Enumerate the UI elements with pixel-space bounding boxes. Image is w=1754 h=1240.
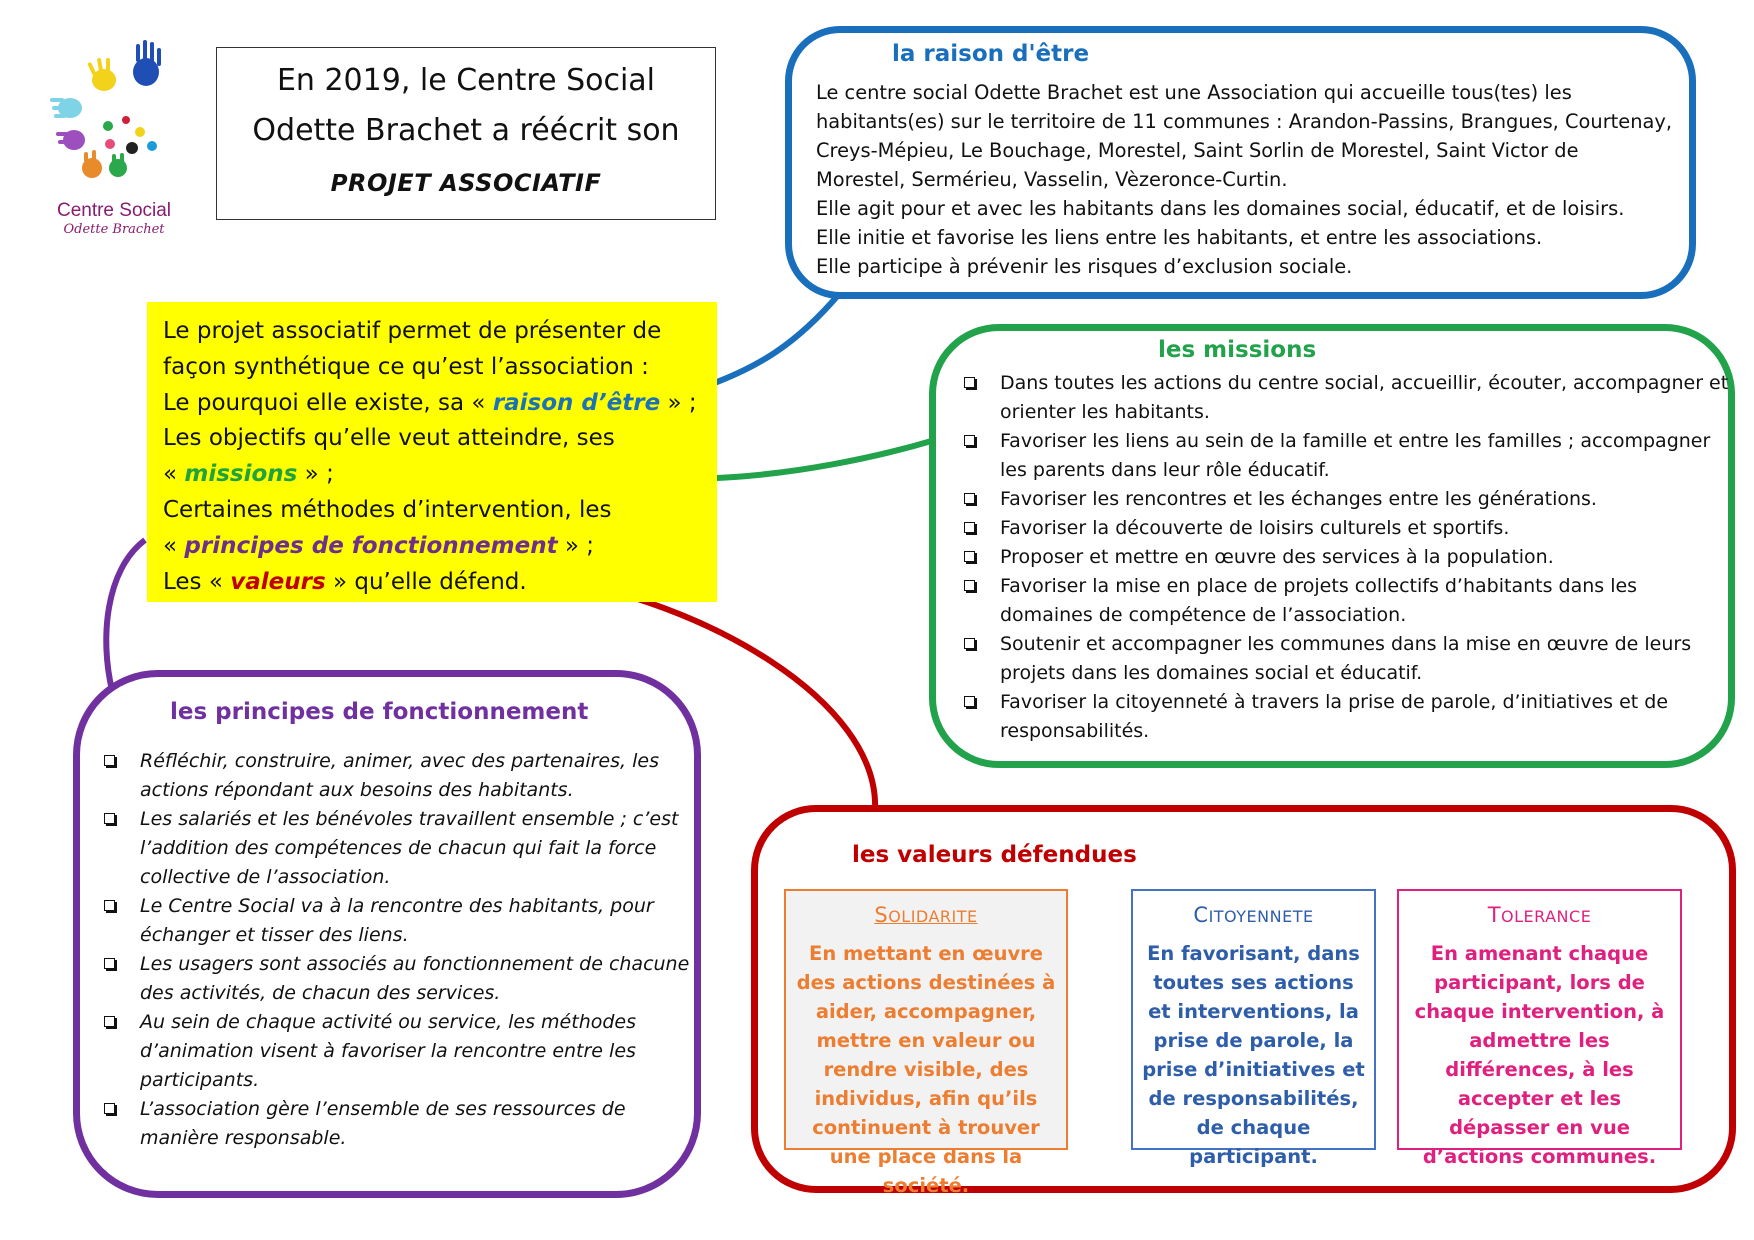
intro-text: » qu’elle défend.: [325, 568, 527, 595]
intro-line: [163, 386, 701, 422]
checkbox-icon: [104, 1103, 115, 1114]
raison-line: Elle initie et favorise les liens entre les habitants, et entre les associations.: [816, 226, 1543, 249]
value-title-initial: S: [874, 903, 889, 927]
hand-icon: [82, 150, 102, 178]
keyword-raison: raison d’être: [492, 389, 661, 416]
keyword-principes: principes de fonctionnement: [184, 532, 558, 559]
value-title: [1399, 901, 1680, 931]
value-tolerance: [1397, 889, 1682, 1168]
list-item: [102, 805, 692, 892]
keyword-missions: missions: [184, 461, 298, 488]
value-title: [1133, 901, 1374, 931]
intro-line: Le projet associatif permet de présenter de: [163, 318, 662, 344]
raison-line: habitants(es) sur le territoire de 11 communes : Arandon-Passins, Brangues, Courtenay,: [816, 110, 1673, 133]
title-initial: A: [439, 171, 459, 197]
connector-principes: [106, 540, 145, 690]
checkbox-icon: [964, 493, 975, 504]
raison-line: Morestel, Sermérieu, Vasselin, Vèzeronce-Curtin.: [816, 168, 1288, 191]
value-body: En amenant chaque participant, lors de chaque intervention, à admettre les différences, à les accepter et les dépasser en vue d’actions communes.: [1414, 942, 1665, 1168]
hand-icon: [56, 130, 85, 150]
list-item-text: Les salariés et les bénévoles travaillent ensemble ; c’est l’addition des compétences de chacun qui fait la force collective de l’association.: [140, 808, 679, 888]
list-item: [962, 369, 1732, 427]
list-item-text: Favoriser les liens au sein de la famille et entre les familles ; accompagner les parents dans leur rôle éducatif.: [1000, 430, 1711, 481]
missions-list: [962, 369, 1732, 746]
checkbox-icon: [964, 638, 975, 649]
checkbox-icon: [104, 755, 115, 766]
value-citoyennete: [1131, 889, 1376, 1168]
list-item-text: Proposer et mettre en œuvre des services à la population.: [1000, 546, 1554, 568]
list-item: [102, 1008, 692, 1095]
hand-icon: [147, 141, 157, 151]
checkbox-icon: [964, 377, 975, 388]
checkbox-icon: [964, 435, 975, 446]
intro-text: » ;: [297, 461, 334, 488]
raison-title: la raison d'être: [892, 41, 1090, 67]
value-body: En favorisant, dans toutes ses actions et interventions, la prise de parole, la prise d’initiatives et de responsabilités, de chaque participant.: [1142, 942, 1365, 1168]
raison-body: [816, 78, 1686, 281]
list-item: [102, 1095, 692, 1153]
hand-icon: [109, 153, 127, 177]
list-item-text: Favoriser la mise en place de projets collectifs d’habitants dans les domaines de compétence de l’association.: [1000, 575, 1638, 626]
checkbox-icon: [104, 958, 115, 969]
intro-line: façon synthétique ce qu’est l’association :: [163, 353, 649, 380]
value-title: [786, 901, 1066, 931]
checkbox-icon: [964, 580, 975, 591]
intro-text: «: [163, 461, 185, 488]
intro-line: Certaines méthodes d’intervention, les: [163, 496, 612, 523]
value-title-initial: T: [1487, 903, 1502, 927]
checkbox-icon: [964, 551, 975, 562]
list-item-text: Réfléchir, construire, animer, avec des partenaires, les actions répondant aux besoins des habitants.: [140, 750, 659, 801]
list-item: [962, 630, 1732, 688]
hand-icon: [105, 139, 115, 149]
hand-icon: [126, 142, 138, 154]
principes-title: les principes de fonctionnement: [170, 699, 589, 725]
checkbox-icon: [104, 1016, 115, 1027]
value-title-rest: OLERANCE: [1501, 907, 1592, 926]
raison-line: Le centre social Odette Brachet est une Association qui accueille tous(tes) les: [816, 81, 1572, 104]
intro-text: » ;: [660, 389, 697, 416]
value-title-initial: C: [1193, 903, 1209, 927]
intro-text: Le pourquoi elle existe, sa «: [163, 389, 493, 416]
list-item-text: Favoriser la citoyenneté à travers la prise de parole, d’initiatives et de responsabilités.: [1000, 691, 1669, 742]
list-item-text: Dans toutes les actions du centre social, accueillir, écouter, accompagner et orienter les habitants.: [1000, 372, 1729, 423]
raison-line: Creys-Mépieu, Le Bouchage, Morestel, Saint Sorlin de Morestel, Saint Victor de: [816, 139, 1579, 162]
value-body: En mettant en œuvre des actions destinées à aider, accompagner, mettre en valeur ou rendre visible, des individus, afin qu’ils continuent à trouver une place dans la société.: [796, 942, 1056, 1197]
hand-icon: [103, 121, 113, 131]
title-line-1: En 2019, le Centre Social: [276, 63, 656, 98]
intro-text: » ;: [557, 532, 595, 559]
raison-line: Elle participe à prévenir les risques d’exclusion sociale.: [816, 255, 1353, 278]
title-line-3: [217, 156, 715, 210]
list-item-text: L’association gère l’ensemble de ses ressources de manière responsable.: [140, 1098, 626, 1149]
intro-line: [163, 529, 701, 565]
intro-line: [163, 565, 701, 601]
list-item-text: Soutenir et accompagner les communes dans la mise en œuvre de leurs projets dans les domaines social et éducatif.: [1000, 633, 1692, 684]
list-item: [962, 514, 1732, 543]
checkbox-icon: [104, 813, 115, 824]
list-item: [962, 572, 1732, 630]
principes-panel: [73, 670, 701, 1198]
list-item-text: Le Centre Social va à la rencontre des habitants, pour échanger et tisser des liens.: [140, 895, 654, 946]
value-solidarite: [784, 889, 1068, 1197]
raison-line: Elle agit pour et avec les habitants dans les domaines social, éducatif, et de loisirs.: [816, 197, 1625, 220]
valeurs-title: les valeurs défendues: [852, 842, 1137, 868]
list-item-text: Les usagers sont associés au fonctionnement de chacune des activités, de chacun des services.: [140, 953, 690, 1004]
list-item: [962, 688, 1732, 746]
list-item-text: Favoriser les rencontres et les échanges entre les générations.: [1000, 488, 1597, 510]
intro-line: [163, 457, 701, 493]
checkbox-icon: [964, 696, 975, 707]
title-initial: P: [330, 171, 348, 197]
list-item: [102, 950, 692, 1008]
intro-text: Les «: [163, 568, 231, 595]
hand-icon: [122, 116, 130, 124]
checkbox-icon: [964, 522, 975, 533]
missions-panel: [929, 324, 1735, 768]
list-item: [962, 427, 1732, 485]
list-item: [962, 543, 1732, 572]
hand-icon: [135, 127, 145, 137]
keyword-valeurs: valeurs: [230, 568, 326, 595]
intro-text: «: [163, 532, 185, 559]
intro-line: Les objectifs qu’elle veut atteindre, ses: [163, 425, 615, 452]
value-title-rest: OLIDARITE: [888, 907, 978, 926]
hand-icon: [50, 98, 82, 118]
list-item: [102, 892, 692, 950]
title-text: ROJET: [347, 169, 440, 197]
intro-box: [147, 302, 717, 602]
list-item-text: Favoriser la découverte de loisirs culturels et sportifs.: [1000, 517, 1510, 539]
missions-title: les missions: [1158, 337, 1317, 363]
title-box: [216, 47, 716, 220]
checkbox-icon: [104, 900, 115, 911]
list-item: [102, 747, 692, 805]
logo-subtitle: Odette Brachet: [63, 222, 165, 237]
title-line-2: Odette Brachet a réécrit son: [252, 113, 680, 148]
logo-title: Centre Social: [56, 200, 172, 221]
value-title-rest: ITOYENNETE: [1208, 907, 1314, 926]
raison-panel: [785, 26, 1696, 299]
title-text: SSOCIATIF: [458, 169, 602, 197]
hand-icon: [87, 58, 116, 91]
list-item: [962, 485, 1732, 514]
list-item-text: Au sein de chaque activité ou service, les méthodes d’animation visent à favoriser la rencontre entre les participants.: [140, 1011, 637, 1091]
hand-icon: [133, 40, 161, 86]
principes-list: [102, 747, 692, 1153]
